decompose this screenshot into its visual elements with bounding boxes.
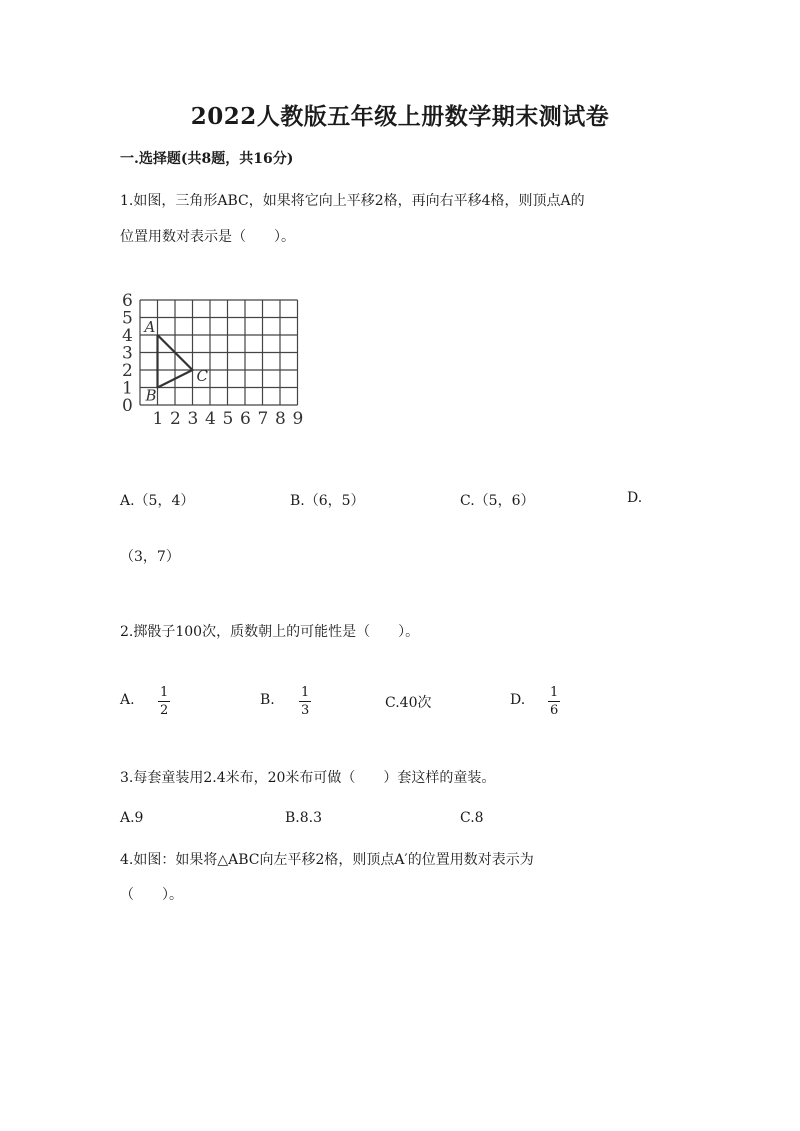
- fraction-bar: [158, 701, 170, 702]
- question-1-line-1: 1.如图，三角形ABC，如果将它向上平移2格，再向右平移4格，则顶点A的: [120, 193, 585, 209]
- question-3-line-1: 3.每套童装用2.4米布，20米布可做（ ）套这样的童装。: [120, 770, 496, 786]
- y-tick-label: 0: [122, 396, 133, 416]
- question-2-option-b[interactable]: B.: [260, 692, 275, 708]
- y-axis-labels: [122, 291, 133, 416]
- y-tick-label: 6: [122, 291, 133, 311]
- question-4-line-2: （ ）。: [120, 887, 183, 903]
- question-1-option-c[interactable]: C.（5，6）: [460, 493, 535, 509]
- question-2-option-a-fraction[interactable]: [158, 685, 170, 718]
- coordinate-grid: [140, 300, 298, 405]
- fraction-denominator: 2: [160, 703, 169, 718]
- section-heading: 一.选择题(共8题，共16分): [120, 151, 294, 167]
- y-tick-label: 3: [122, 343, 133, 364]
- vertex-label: B: [145, 386, 157, 405]
- question-3-option-c[interactable]: C.8: [460, 810, 484, 826]
- vertex-label: C: [196, 367, 208, 385]
- x-tick-label: 7: [257, 409, 269, 429]
- x-tick-label: 4: [205, 409, 216, 429]
- vertex-label: A: [144, 318, 156, 336]
- x-tick-label: 8: [275, 409, 286, 429]
- fraction-bar: [299, 701, 311, 702]
- question-2-option-d[interactable]: D.: [510, 692, 526, 708]
- question-1-option-b[interactable]: B.（6，5）: [290, 493, 365, 509]
- y-tick-label: 1: [122, 378, 133, 399]
- question-2-option-d-fraction[interactable]: [548, 685, 560, 718]
- question-1-grid-figure: [118, 280, 318, 445]
- x-tick-label: 3: [187, 409, 199, 429]
- fraction-denominator: 3: [301, 703, 310, 718]
- page-title: 2022人教版五年级上册数学期末测试卷: [190, 103, 610, 130]
- question-2-line-1: 2.掷骰子100次，质数朝上的可能性是（ ）。: [120, 624, 420, 640]
- question-2-option-a[interactable]: A.: [120, 692, 135, 708]
- question-3-option-b[interactable]: B.8.3: [285, 810, 323, 826]
- question-4-line-1: 4.如图：如果将△ABC向左平移2格，则顶点A′的位置用数对表示为: [120, 852, 534, 868]
- fraction-denominator: 6: [550, 703, 559, 718]
- x-tick-label: 6: [240, 409, 251, 429]
- question-2-option-c[interactable]: C.40次: [385, 695, 432, 711]
- x-axis-labels: [153, 409, 304, 429]
- fraction-numerator: 1: [301, 685, 310, 700]
- y-tick-label: 4: [122, 326, 133, 346]
- fraction-numerator: 1: [160, 685, 169, 700]
- question-1-option-d[interactable]: D.: [627, 490, 643, 506]
- y-tick-label: 2: [122, 361, 133, 381]
- question-2-option-b-fraction[interactable]: [299, 685, 311, 718]
- x-tick-label: 9: [292, 409, 304, 429]
- question-1-option-d-value[interactable]: （3，7）: [120, 549, 180, 565]
- question-3-option-a[interactable]: A.9: [120, 810, 144, 826]
- x-tick-label: 5: [222, 409, 234, 429]
- question-1-option-a[interactable]: A.（5，4）: [120, 493, 195, 509]
- y-tick-label: 5: [122, 308, 133, 329]
- x-tick-label: 1: [152, 409, 164, 429]
- x-tick-label: 2: [170, 409, 181, 429]
- fraction-bar: [548, 701, 560, 702]
- question-1-line-2: 位置用数对表示是（ ）。: [120, 229, 295, 245]
- fraction-numerator: 1: [550, 685, 559, 700]
